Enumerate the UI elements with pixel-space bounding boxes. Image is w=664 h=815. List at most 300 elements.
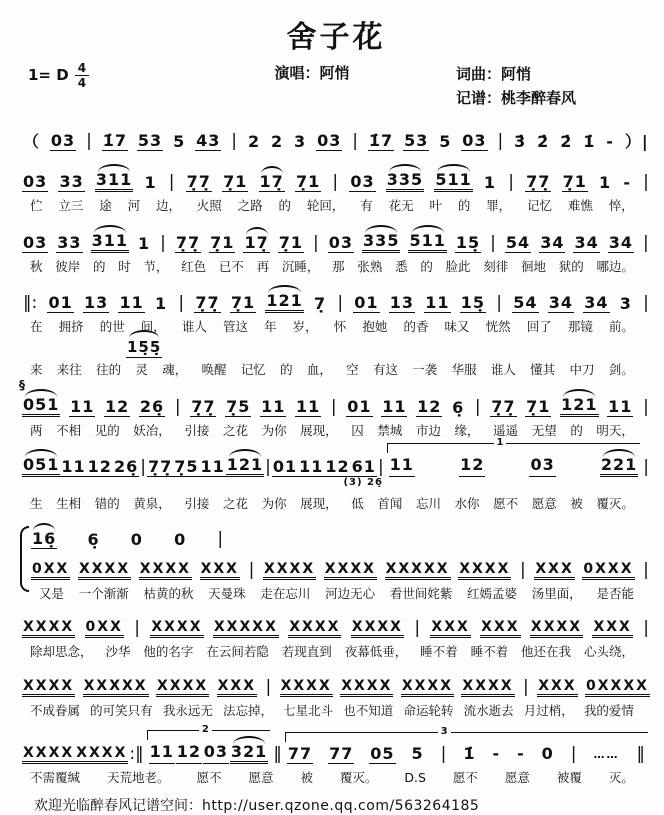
time-signature xyxy=(75,62,89,89)
barline: | xyxy=(134,618,140,639)
note-token: XXXX xyxy=(530,620,583,638)
note-token: XXXX xyxy=(156,679,209,697)
tie-arc xyxy=(233,736,265,744)
lyric-group: 他还在我 xyxy=(521,644,572,660)
lyric-group: 张熟 xyxy=(357,258,383,274)
note-token: 7̣7̣ xyxy=(491,396,516,416)
note-token: XXX xyxy=(217,679,257,697)
notes-line xyxy=(20,280,652,315)
lyric-group: 秋 xyxy=(30,258,43,274)
note-token: XXXX xyxy=(150,620,203,638)
score xyxy=(20,120,652,785)
lyric-group: 沙华 xyxy=(105,644,131,660)
note-token: 77 xyxy=(329,743,354,763)
lyric-group: 我永远无 xyxy=(162,703,213,718)
footer-url[interactable]: http://user.qzone.qq.com/563264185 xyxy=(202,798,480,815)
lyric-group: 来往 xyxy=(56,361,82,377)
system-brace xyxy=(20,526,29,592)
note-token: 03 xyxy=(462,131,487,150)
note-token: 321 xyxy=(230,744,268,764)
lyric-group: 不成眷属 xyxy=(30,703,81,718)
notes-line xyxy=(20,725,652,766)
note-token: 03 xyxy=(50,131,76,150)
note-token: XXXX xyxy=(139,562,192,580)
lyric-group: 两 xyxy=(30,422,43,438)
note-token: 7̣7̣ xyxy=(147,457,173,477)
lyrics-line xyxy=(20,699,652,719)
lyric-group: 一袭 xyxy=(412,361,438,377)
barline: | xyxy=(643,457,649,478)
note-token: 7̣1 xyxy=(223,172,248,191)
note-token: XXXXX xyxy=(213,620,279,638)
lyric-group: 天曼珠 xyxy=(208,585,246,601)
barline: | xyxy=(643,396,649,417)
note-token: 2̇ xyxy=(560,132,573,151)
note-token: 7̣1 xyxy=(230,293,256,313)
lyric-group: 难憔 xyxy=(567,198,593,213)
lyric-group: 河边无心 xyxy=(325,585,376,601)
lyric-group: 黄泉， xyxy=(133,496,171,512)
lyric-group: 火照 xyxy=(196,198,222,213)
singer-credit: 演唱：阿悄 xyxy=(274,64,350,82)
note-token: 26̣ xyxy=(139,396,165,416)
note-token: 17̣ xyxy=(259,174,285,192)
lyric-group: 途 xyxy=(99,198,112,213)
note-token: 54 xyxy=(505,232,531,252)
lyric-group: 沉睡， xyxy=(281,258,320,274)
note-token: 53 xyxy=(404,131,429,150)
notes-line xyxy=(20,220,652,255)
notes-line xyxy=(20,437,652,489)
lyric-group: 回了 xyxy=(526,319,552,335)
meta-row xyxy=(28,62,646,110)
note-token: 34 xyxy=(548,293,574,313)
note-token: 03 xyxy=(23,232,48,252)
tie-arc xyxy=(25,449,57,457)
note-token: 03 xyxy=(350,172,375,191)
tie-arc xyxy=(94,225,126,233)
note-token: 7̣ xyxy=(313,294,327,314)
tie-arc xyxy=(412,225,444,233)
barline: | xyxy=(440,743,447,764)
note-token: 03 xyxy=(529,457,555,477)
lyric-group: 怀 xyxy=(333,319,347,335)
note-token: 34 xyxy=(584,293,609,313)
note-token: XXX xyxy=(430,620,470,638)
note-token: 33 xyxy=(57,232,82,252)
note-token: 01 xyxy=(272,457,298,477)
lyric-group: 魂， xyxy=(162,361,188,377)
barline: | xyxy=(490,232,496,253)
note-token: 53 xyxy=(137,131,163,150)
note-token: - xyxy=(492,743,501,763)
barline: | xyxy=(523,677,529,697)
volta-notes xyxy=(287,743,646,764)
lyric-group: 月过梢， xyxy=(523,703,574,718)
note-token: 7̣7̣ xyxy=(195,293,220,313)
lyric-group: 若现直到 xyxy=(281,644,332,660)
barline: | xyxy=(497,131,504,151)
lyric-group: 记忆 xyxy=(240,361,266,377)
note-token: 17̣ xyxy=(243,235,269,253)
barline: | xyxy=(168,172,175,192)
note-token: XXXX xyxy=(401,679,454,697)
lyric-group: 被覆 xyxy=(556,769,582,785)
lyric-group: 红嫣孟婆 xyxy=(467,585,518,601)
note-token: 221 xyxy=(600,457,638,477)
note-token: 34 xyxy=(540,232,565,252)
note-token: 77 xyxy=(287,743,313,763)
note-token: 335 xyxy=(386,172,424,192)
note-token: 0XXXX xyxy=(585,679,650,697)
lyric-group: 红色 xyxy=(181,258,207,274)
ossia-line xyxy=(20,335,652,358)
lyric-group: 之花 xyxy=(222,422,248,438)
lyrics-line xyxy=(20,255,652,275)
lyric-group: 的 xyxy=(457,198,471,213)
note-token: 7̣7̣ xyxy=(186,172,211,191)
tie-arc xyxy=(98,164,130,172)
note-token: 11 xyxy=(425,293,450,313)
barline: | xyxy=(330,396,337,417)
lyrics-line xyxy=(20,358,652,378)
note-token: 01 xyxy=(48,293,73,313)
note-token: 5 xyxy=(411,743,424,763)
lyric-group: 忘川 xyxy=(415,496,441,512)
lyric-group: 七星北斗 xyxy=(283,703,334,718)
system xyxy=(20,280,652,377)
barline: | xyxy=(570,743,577,764)
key-signature xyxy=(28,62,168,89)
lyric-group: 再 xyxy=(256,258,270,274)
lyric-group: 不需覆缄 xyxy=(30,769,81,785)
tie-arc xyxy=(33,523,55,531)
lyric-group: 前。 xyxy=(608,319,634,335)
lyric-group: 抱她 xyxy=(362,319,388,335)
continuation-dots: …… xyxy=(593,747,620,761)
lyric-group: 空 xyxy=(346,361,359,377)
note-token: 1 xyxy=(137,233,151,253)
notes-line xyxy=(20,120,652,153)
volta-notes xyxy=(389,457,639,477)
note-token: 7̣5 xyxy=(226,396,251,416)
note-token: 12 xyxy=(459,457,485,477)
note-token: XXXX xyxy=(324,562,377,580)
barline: | xyxy=(174,396,181,417)
lyric-group: 的 xyxy=(278,198,292,213)
lyric-group: 法忘掉， xyxy=(222,703,273,718)
lyric-group: 为你 xyxy=(261,496,287,512)
barline: | xyxy=(140,457,146,478)
lyric-group: 走在忘川 xyxy=(260,585,311,601)
note-token: 051 § xyxy=(22,397,60,417)
lyric-group: 之路 xyxy=(237,198,263,213)
barline: | xyxy=(643,172,649,192)
note-token: 7̣5 xyxy=(174,457,199,477)
barline: | xyxy=(332,172,339,192)
lyric-group: 味又 xyxy=(444,319,470,335)
barline: ‖: xyxy=(23,293,38,314)
note-token: 11 xyxy=(149,744,175,764)
lyric-group: 睡不着 xyxy=(470,644,509,660)
note-token: 0XX xyxy=(31,562,70,580)
lyric-group: 有这 xyxy=(372,361,398,377)
volta-number: 2 xyxy=(199,725,212,735)
note-token: 121 xyxy=(226,457,264,477)
tie-arc xyxy=(246,227,268,235)
note-token: 1 xyxy=(599,173,612,192)
lyrics-line xyxy=(20,492,652,512)
note-token: 26̣ xyxy=(113,457,139,477)
lyric-group: 唤醒 xyxy=(201,361,227,377)
barline: ‖ xyxy=(273,743,282,764)
lyric-group: 的 xyxy=(92,258,106,274)
note-token: 051 xyxy=(22,457,60,477)
song-title: 舍子花 xyxy=(286,20,386,55)
note-token: 121 xyxy=(265,293,303,313)
barline: | xyxy=(508,172,514,192)
lyric-group: 被 xyxy=(300,769,313,785)
volta-1 xyxy=(389,437,639,477)
lyric-group: 记忆 xyxy=(527,198,553,213)
alt-note-annotation: (3) 26̣ xyxy=(343,477,383,489)
lyrics-line xyxy=(20,419,652,439)
lyric-group: 覆灭。 xyxy=(339,769,378,785)
lyric-group: 已不 xyxy=(218,258,244,274)
lyric-group: 流水逝去 xyxy=(463,703,514,718)
note-token: 11 xyxy=(70,396,95,416)
lyric-group: 灵 xyxy=(135,361,148,377)
volta-notes xyxy=(149,741,269,764)
lyric-group: 刻徘 xyxy=(483,258,509,274)
note-token: 01 xyxy=(354,293,379,313)
lyrics-line xyxy=(29,582,652,602)
barline: | xyxy=(643,618,649,639)
lyric-group: 夜幕低垂， xyxy=(344,644,408,660)
lyric-group: 心头绕， xyxy=(583,644,634,660)
note-token: XXX xyxy=(480,620,520,638)
note-token: 11 xyxy=(608,396,633,416)
note-token: XXXX xyxy=(461,679,514,697)
lyric-group: 覆灭。 xyxy=(596,496,634,512)
lyric-group: 引接 xyxy=(184,496,210,512)
note-token: 12 xyxy=(87,457,112,477)
barline: | xyxy=(231,131,238,151)
note-token: 11 xyxy=(200,457,225,477)
lyric-group: D.S xyxy=(404,769,426,785)
lyric-group: 的可笑只有 xyxy=(90,703,153,718)
note-token: 1 xyxy=(483,173,497,192)
note-token: 0 xyxy=(130,529,143,549)
barline: | xyxy=(337,293,344,314)
lyric-group: 那镜 xyxy=(567,319,593,335)
note-token: 12 xyxy=(325,457,350,477)
barline: | xyxy=(160,232,166,253)
lyric-group: 妖冶， xyxy=(133,422,171,438)
tie-arc xyxy=(603,449,635,457)
note-token: XXXX xyxy=(340,679,393,697)
lyric-group: 展现， xyxy=(300,496,338,512)
note-token: XXXX xyxy=(263,562,316,580)
lyric-group: 引接 xyxy=(184,422,210,438)
tie-arc xyxy=(25,389,57,397)
note-token: XXXX xyxy=(75,746,128,764)
note-token: 11 xyxy=(119,293,144,313)
time-top: 4 xyxy=(75,62,89,76)
lyric-group: 的 xyxy=(280,361,293,377)
note-token: 3 xyxy=(294,132,307,151)
barline: | xyxy=(178,293,185,314)
tie-arc xyxy=(261,166,283,174)
lyrics-line xyxy=(20,315,652,335)
note-token: 34 xyxy=(574,232,599,252)
system xyxy=(20,518,652,602)
system xyxy=(20,159,652,214)
tie-arc xyxy=(437,164,469,172)
note-token: 11 xyxy=(295,396,321,416)
note-token: 03 xyxy=(203,744,229,764)
lyric-group: 间， xyxy=(140,319,166,335)
lyric-group: 华服 xyxy=(451,361,477,377)
system xyxy=(19,377,652,439)
lyric-group: 睡不着 xyxy=(420,644,458,660)
lyric-group: 伫 xyxy=(30,198,43,213)
note-token: 1 xyxy=(144,173,157,192)
tie-arc xyxy=(389,164,421,172)
notes-line xyxy=(29,549,652,582)
lyric-group: 往的 xyxy=(96,361,122,377)
note-token: 16̣ xyxy=(31,531,57,549)
lyric-group: 中刀 xyxy=(569,361,595,377)
lyric-group: 市边 xyxy=(415,422,441,438)
lyric-group: 愿意 xyxy=(504,769,530,785)
lyric-group: 遥遥 xyxy=(493,422,519,438)
lyrics-line xyxy=(20,194,652,214)
note-token: 7̣7̣ xyxy=(175,232,201,252)
lyric-group: 低 xyxy=(351,496,364,512)
note-token: 511 xyxy=(408,233,446,253)
note-token: 3̇ xyxy=(514,132,527,151)
note-token: 335 xyxy=(362,233,400,253)
system xyxy=(20,666,652,719)
lyric-group: 罪， xyxy=(486,198,512,213)
lyric-group: 管这 xyxy=(222,319,248,335)
lyric-group: 时 xyxy=(118,258,131,274)
note-token: 61 (3) 26̣ xyxy=(343,457,383,489)
note-token: 43 xyxy=(196,131,221,150)
lyric-group: 错的 xyxy=(94,496,120,512)
lyric-group: 见的 xyxy=(94,422,120,438)
tie-arc xyxy=(563,389,595,397)
note-token: 13 xyxy=(389,293,415,313)
note-token: 2 xyxy=(270,132,284,151)
lyric-group: 拥挤 xyxy=(58,319,84,335)
note-token: XXXX xyxy=(78,562,131,580)
note-token: 5 xyxy=(173,132,186,151)
volta-2 xyxy=(149,723,269,764)
lyric-group: 一个渐渐 xyxy=(78,585,129,601)
lyric-group: 愿不 xyxy=(493,496,519,512)
lyric-group: 看世间姹紫 xyxy=(389,585,453,601)
note-token: 1̇ xyxy=(463,743,476,763)
lyric-group: 的 xyxy=(420,258,433,274)
lyric-group: 明天， xyxy=(596,422,634,438)
note-token: XXXXX xyxy=(385,562,451,580)
note-token: 3 xyxy=(619,294,632,314)
note-token: XXX xyxy=(200,562,240,580)
lyric-group: 徊地 xyxy=(521,258,547,274)
lyric-group: 节， xyxy=(143,258,169,274)
volta-number: 1 xyxy=(494,438,507,448)
note-token: 03 xyxy=(317,131,342,150)
note-token: 7̣1 xyxy=(210,232,235,252)
barline: | xyxy=(474,396,481,417)
lyric-group: 恍然 xyxy=(485,319,511,335)
note-token: 33 xyxy=(59,172,84,191)
note-token: XXXX xyxy=(22,620,75,638)
lyric-group: 展现， xyxy=(300,422,338,438)
note-token: 03 xyxy=(328,232,354,252)
lyric-group: 生相 xyxy=(56,496,82,512)
lyric-group: 的香 xyxy=(403,319,429,335)
note-token: 7̣1 xyxy=(278,232,303,252)
lyric-group: 被 xyxy=(570,496,583,512)
lyric-group: 愿不 xyxy=(452,769,478,785)
barline: | xyxy=(265,677,272,697)
note-token: 0 xyxy=(541,743,554,763)
lyric-group: 枯黄的秋 xyxy=(143,585,194,601)
lyric-group: 我的爱情 xyxy=(583,703,634,718)
footer-label: 欢迎光临醉春风记谱空间： xyxy=(34,798,202,815)
lyric-group: 汤里面， xyxy=(531,585,582,601)
lyric-group: 来 xyxy=(30,361,43,377)
lyric-group: 命运轮转 xyxy=(403,703,454,718)
note-token: 11 xyxy=(261,396,286,416)
lyric-group: 那 xyxy=(332,258,345,274)
system xyxy=(20,120,652,153)
tie-arc xyxy=(268,285,300,293)
note-token: 7̣7̣ xyxy=(191,396,216,416)
lyrics-line xyxy=(20,766,652,786)
lyric-group: 也不知道 xyxy=(343,703,394,718)
note-token: 0 xyxy=(174,529,187,549)
note-token: XXXX xyxy=(458,562,511,580)
note-token: 03 xyxy=(23,172,48,191)
time-bottom: 4 xyxy=(77,76,87,90)
lyric-group: 水你 xyxy=(454,496,480,512)
lyric-group: 禁城 xyxy=(377,422,403,438)
footer xyxy=(20,795,652,815)
barline: | xyxy=(496,293,503,314)
note-token: 54 xyxy=(513,293,538,313)
lyric-group: 又是 xyxy=(39,585,65,601)
note-token: 0XXX xyxy=(582,562,634,580)
notes-line xyxy=(20,666,652,699)
lyric-group: 不相 xyxy=(56,422,82,438)
notes-line xyxy=(19,377,652,419)
lyrics-line xyxy=(20,640,652,660)
lyric-group: 哪边。 xyxy=(596,258,634,274)
lyric-group: 谁人 xyxy=(490,361,516,377)
lyric-group: 懂其 xyxy=(530,361,556,377)
lyric-group: 生 xyxy=(30,496,43,512)
note-token: 11 xyxy=(61,457,86,477)
lyric-group: 在云间若隐 xyxy=(206,644,269,660)
note-token: 11 xyxy=(389,457,415,477)
lyric-group: 彼岸 xyxy=(55,258,81,274)
barline: | xyxy=(313,232,319,253)
credits-column xyxy=(456,62,646,110)
